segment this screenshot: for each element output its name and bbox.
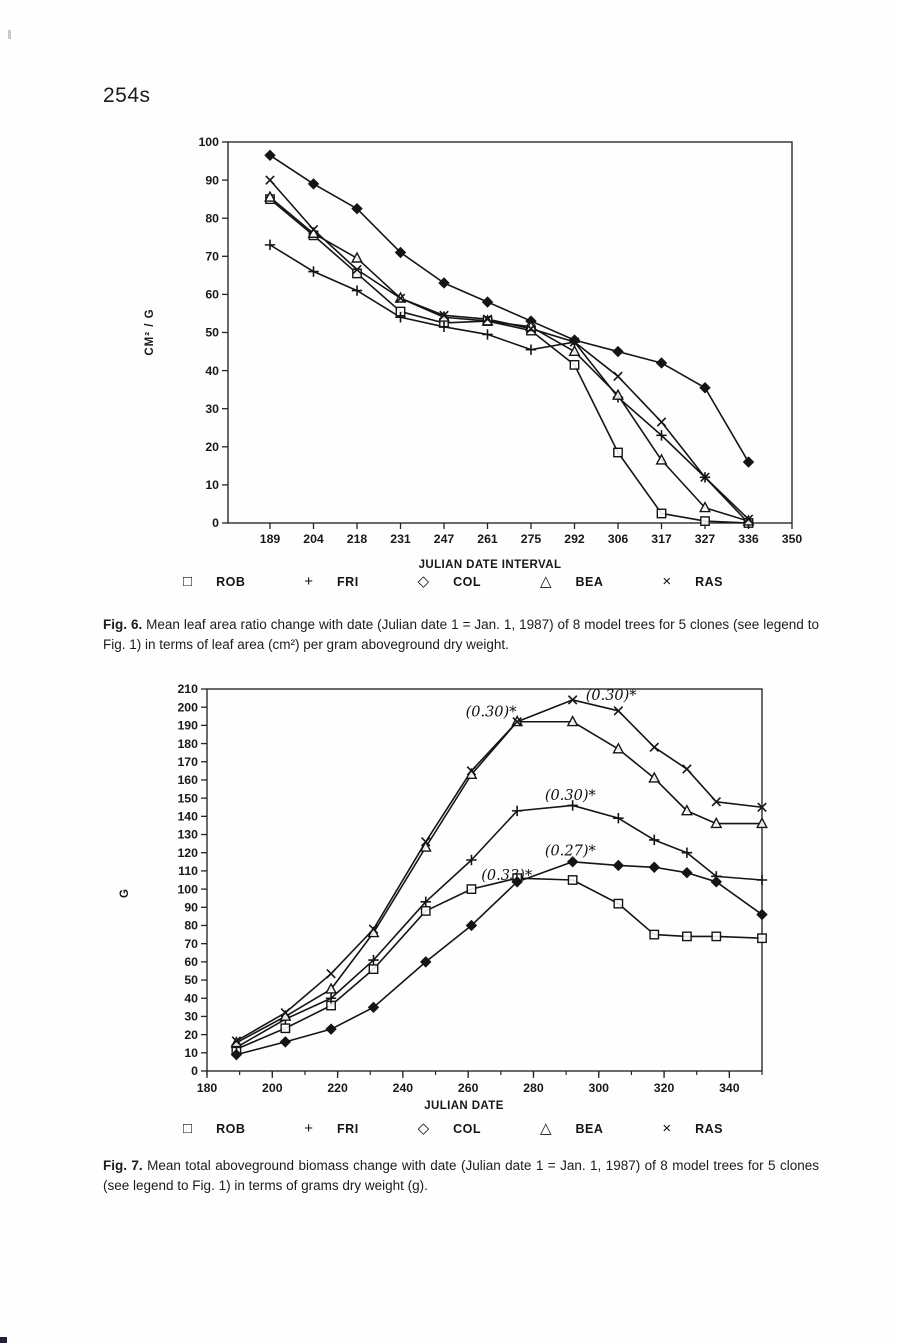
y-tick-label: 90 (205, 173, 219, 188)
square-marker-icon (701, 517, 709, 525)
page-number: 254s (103, 84, 151, 107)
y-tick-label: 70 (205, 249, 219, 264)
y-tick-label: 110 (178, 864, 198, 879)
legend-label-bea: BEA (575, 574, 604, 589)
diamond-marker-icon (265, 150, 275, 160)
legend-label-ras: RAS (695, 1121, 723, 1136)
y-tick-label: 30 (205, 401, 219, 416)
square-marker-icon (568, 876, 576, 884)
x-tick-label: 350 (781, 532, 803, 546)
square-marker-icon: □ (183, 1120, 193, 1137)
series-RAS (270, 180, 749, 519)
series-FRI-line (236, 805, 762, 1047)
x-tick-label: 306 (607, 532, 629, 546)
legend-item-rob (183, 574, 245, 589)
x-tick-label: 280 (523, 1081, 544, 1095)
x-marker-icon (327, 969, 335, 977)
plus-marker-icon (308, 266, 318, 276)
y-tick-label: 40 (205, 363, 219, 378)
series-COL (270, 155, 749, 462)
legend-item-fri (304, 574, 358, 589)
triangle-marker-icon (649, 773, 659, 782)
x-tick-label: 317 (651, 532, 672, 546)
square-marker-icon (650, 930, 658, 938)
legend-label-ras: RAS (695, 574, 723, 589)
x-marker-icon (683, 765, 691, 773)
y-tick-label: 20 (205, 440, 219, 454)
square-marker-icon (614, 899, 622, 907)
square-marker-icon (422, 907, 430, 915)
fig6-caption-label: Fig. 6. (103, 617, 143, 632)
series-FRI (270, 245, 749, 523)
x-tick-label: 320 (653, 1081, 675, 1095)
series-ROB-line (236, 878, 762, 1049)
fig7-x-axis-label: JULIAN DATE (424, 1100, 504, 1112)
legend-label-fri: FRI (337, 1121, 359, 1136)
series-ROB-markers (232, 874, 766, 1053)
legend-label-rob: ROB (216, 574, 246, 589)
fig7-caption-text: Mean total aboveground biomass change with date (Julian date 1 = Jan. 1, 1987) of 8 model trees for 5 clones (see legend to Fig. 1) in terms of grams dry weight (g). (103, 1158, 819, 1193)
square-marker-icon (657, 509, 665, 517)
y-tick-label: 30 (184, 1009, 198, 1024)
annotation-label: (0.30)* (544, 787, 596, 804)
square-marker-icon (683, 932, 691, 940)
y-tick-label: 100 (198, 135, 219, 150)
y-tick-label: 180 (177, 736, 198, 751)
legend-label-col: COL (453, 1121, 482, 1136)
square-marker-icon (712, 932, 720, 940)
plus-marker-icon (482, 329, 492, 339)
diamond-marker-icon (570, 335, 580, 345)
series-COL-line (270, 155, 749, 462)
legend-item-fri (304, 1121, 358, 1136)
x-tick-label: 261 (477, 532, 498, 546)
fig7-legend (183, 1121, 723, 1136)
x-tick-label: 336 (738, 532, 759, 546)
x-marker-icon (614, 372, 622, 380)
diamond-marker-icon (613, 347, 623, 357)
x-marker-icon: × (662, 573, 672, 590)
y-tick-label: 210 (177, 682, 198, 697)
x-tick-label: 240 (392, 1081, 414, 1095)
scan-artifact (0, 1337, 7, 1343)
y-tick-label: 60 (205, 287, 219, 302)
y-tick-label: 140 (177, 809, 198, 824)
x-tick-label: 189 (259, 532, 281, 546)
plus-marker-icon (757, 875, 767, 885)
x-tick-label: 260 (457, 1081, 479, 1095)
x-tick-label: 327 (694, 532, 716, 546)
legend-label-bea: BEA (575, 1121, 604, 1136)
x-tick-label: 275 (520, 532, 542, 546)
legend-item-col (418, 1121, 481, 1136)
legend-item-col (418, 574, 481, 589)
y-axis-ticks (198, 135, 228, 530)
plus-marker-icon (649, 835, 659, 845)
plus-marker-icon (352, 285, 362, 295)
x-marker-icon: × (662, 1120, 672, 1137)
series-COL-markers (231, 857, 767, 1060)
fig7-y-axis-label: G (119, 888, 131, 898)
series-RAS-markers (266, 176, 753, 523)
series-COL (236, 862, 762, 1055)
series-BEA-markers (265, 192, 753, 525)
diamond-marker-icon (439, 278, 449, 288)
square-marker-icon (758, 934, 766, 942)
y-tick-label: 150 (177, 791, 198, 806)
x-axis-ticks (197, 1071, 762, 1095)
annotation-label: (0.30)* (465, 704, 517, 721)
legend-item-bea (540, 574, 603, 589)
diamond-marker-icon (309, 179, 319, 189)
fig7-line-chart (125, 675, 805, 1153)
legend-item-rob (183, 1121, 245, 1136)
series-ROB (236, 878, 762, 1049)
series-FRI-line (270, 245, 749, 523)
x-marker-icon (266, 176, 274, 184)
fig7-caption (103, 1156, 819, 1196)
y-tick-label: 10 (205, 478, 219, 493)
series-ROB (270, 199, 749, 523)
legend-item-ras (662, 574, 723, 589)
plus-marker-icon (613, 813, 623, 823)
y-tick-label: 80 (205, 211, 219, 226)
diamond-marker-icon: ◇ (417, 573, 430, 590)
triangle-marker-icon (570, 346, 580, 355)
triangle-marker-icon (614, 744, 624, 753)
square-marker-icon (369, 965, 377, 973)
fig6-caption-text: Mean leaf area ratio change with date (Julian date 1 = Jan. 1, 1987) of 8 model trees for 5 clones (see legend to Fig. 1) in terms of leaf area (cm²) per gram aboveground dry weight. (103, 617, 819, 652)
y-tick-label: 90 (184, 900, 198, 915)
diamond-marker-icon (613, 860, 623, 870)
square-marker-icon (467, 885, 475, 893)
square-marker-icon (281, 1024, 289, 1032)
x-tick-label: 220 (327, 1081, 348, 1095)
fig6-legend (183, 574, 723, 589)
y-axis-ticks (177, 682, 207, 1078)
fig6-y-axis-label: CM² / G (144, 308, 156, 356)
legend-label-rob: ROB (216, 1121, 246, 1136)
x-tick-label: 218 (346, 532, 368, 546)
legend-label-col: COL (453, 574, 482, 589)
annotation-label: (0.27)* (544, 843, 596, 860)
diamond-marker-icon (682, 868, 692, 878)
series-ROB-markers (266, 195, 753, 527)
diamond-marker-icon (483, 297, 493, 307)
x-axis-ticks (260, 523, 803, 546)
annotation-label: (0.33)* (481, 868, 533, 884)
x-tick-label: 292 (564, 532, 585, 546)
y-tick-label: 100 (177, 882, 198, 897)
x-tick-label: 300 (588, 1081, 610, 1095)
x-tick-label: 340 (719, 1081, 740, 1095)
y-tick-label: 190 (177, 718, 198, 733)
y-tick-label: 80 (184, 918, 198, 933)
y-tick-label: 160 (177, 773, 198, 788)
square-marker-icon (570, 361, 578, 369)
diamond-marker-icon (711, 877, 721, 887)
diamond-marker-icon (744, 457, 754, 467)
y-tick-label: 130 (177, 827, 198, 842)
series-ROB-line (270, 199, 749, 523)
plus-marker-icon (526, 344, 536, 354)
x-tick-label: 180 (196, 1081, 218, 1095)
x-tick-label: 200 (262, 1081, 283, 1095)
diamond-marker-icon (757, 910, 767, 920)
y-tick-label: 0 (212, 516, 219, 531)
series-FRI (236, 805, 762, 1047)
y-tick-label: 20 (184, 1027, 198, 1042)
x-marker-icon (657, 418, 665, 426)
plot-frame (228, 142, 792, 523)
diamond-marker-icon: ◇ (417, 1120, 430, 1137)
y-tick-label: 170 (177, 754, 198, 769)
fig7-caption-label: Fig. 7. (103, 1158, 143, 1173)
y-tick-label: 40 (184, 991, 198, 1006)
series-BEA (270, 197, 749, 521)
plus-marker-icon: + (304, 573, 314, 590)
series-BEA-line (270, 197, 749, 521)
legend-item-bea (540, 1121, 603, 1136)
diamond-marker-icon (326, 1024, 336, 1034)
x-tick-label: 204 (303, 532, 324, 546)
legend-item-ras (662, 1121, 723, 1136)
y-tick-label: 60 (184, 955, 198, 970)
y-tick-label: 10 (184, 1046, 198, 1061)
diamond-marker-icon (280, 1037, 290, 1047)
scan-artifact (8, 30, 11, 39)
diamond-marker-icon (700, 383, 710, 393)
series-COL-line (236, 862, 762, 1055)
series-RAS-line (270, 180, 749, 519)
triangle-marker-icon: △ (539, 1120, 552, 1137)
plus-marker-icon: + (304, 1120, 314, 1137)
triangle-marker-icon (352, 253, 362, 262)
fig6-x-axis-label: JULIAN DATE INTERVAL (418, 559, 562, 571)
plus-marker-icon (265, 240, 275, 250)
y-tick-label: 0 (191, 1064, 198, 1079)
x-marker-icon (650, 743, 658, 751)
square-marker-icon (614, 448, 622, 456)
y-tick-label: 50 (205, 325, 219, 340)
triangle-marker-icon: △ (539, 573, 552, 590)
square-marker-icon: □ (183, 573, 193, 590)
y-tick-label: 50 (184, 973, 198, 988)
y-tick-label: 200 (177, 700, 198, 715)
fig6-line-chart (140, 130, 820, 608)
diamond-marker-icon (649, 862, 659, 872)
annotation-label: (0.30)* (585, 687, 637, 704)
diamond-marker-icon (657, 358, 667, 368)
x-tick-label: 231 (390, 532, 411, 546)
y-tick-label: 120 (177, 845, 198, 860)
x-tick-label: 247 (433, 532, 455, 546)
y-tick-label: 70 (184, 936, 198, 951)
fig6-caption (103, 615, 819, 655)
legend-label-fri: FRI (337, 574, 359, 589)
